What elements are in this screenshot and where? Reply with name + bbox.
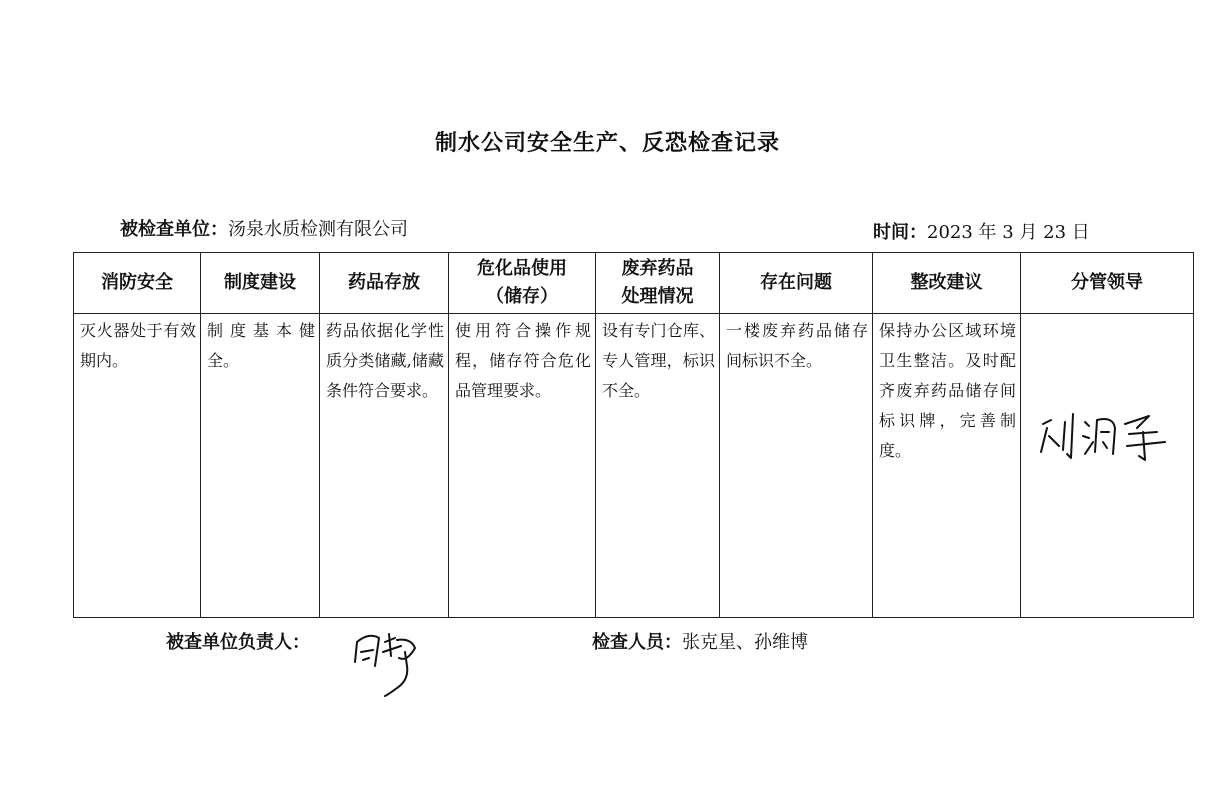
header-existing-problems: 存在问题 [720,253,873,314]
cell-system-building: 制度基本健全。 [201,314,320,618]
cell-existing-problems: 一楼废弃药品储存间标识不全。 [720,314,873,618]
header-fire-safety: 消防安全 [74,253,201,314]
leader-signature [1029,402,1179,472]
time-value: 2023 年 3 月 23 日 [927,222,1090,243]
document-title: 制水公司安全生产、反恐检查记录 [434,131,780,156]
cell-fire-safety: 灭火器处于有效期内。 [74,314,201,618]
header-hazardous-chemicals: 危化品使用 （储存） [449,253,596,314]
responsible-signature [345,622,435,700]
header-system-building: 制度建设 [201,253,320,314]
header-leader: 分管领导 [1021,253,1194,314]
inspected-unit-label: 被检查单位： [120,219,228,240]
inspected-unit [120,215,408,241]
cell-drug-storage: 药品依据化学性质分类储藏,储藏条件符合要求。 [320,314,449,618]
time-label: 时间： [873,222,927,243]
header-rectification: 整改建议 [873,253,1021,314]
inspectors-label: 检查人员： [592,632,682,653]
inspection-table [73,252,1194,618]
cell-waste-drug-handling: 设有专门仓库、专人管理，标识不全。 [596,314,720,618]
responsible-person-label: 被查单位负责人： [166,632,310,653]
cell-hazardous-chemicals: 使用符合操作规程，储存符合危化品管理要求。 [449,314,596,618]
table-row [74,314,1194,618]
inspectors-value: 张克星、孙维博 [682,632,808,653]
header-waste-drug-handling: 废弃药品 处理情况 [596,253,720,314]
inspected-unit-value: 汤泉水质检测有限公司 [228,219,408,240]
inspectors [592,628,808,654]
header-drug-storage: 药品存放 [320,253,449,314]
inspection-time [873,218,1090,244]
table-header-row [74,253,1194,314]
cell-rectification: 保持办公区域环境卫生整洁。及时配齐废弃药品储存间标识牌，完善制度。 [873,314,1021,618]
cell-leader [1021,314,1194,618]
